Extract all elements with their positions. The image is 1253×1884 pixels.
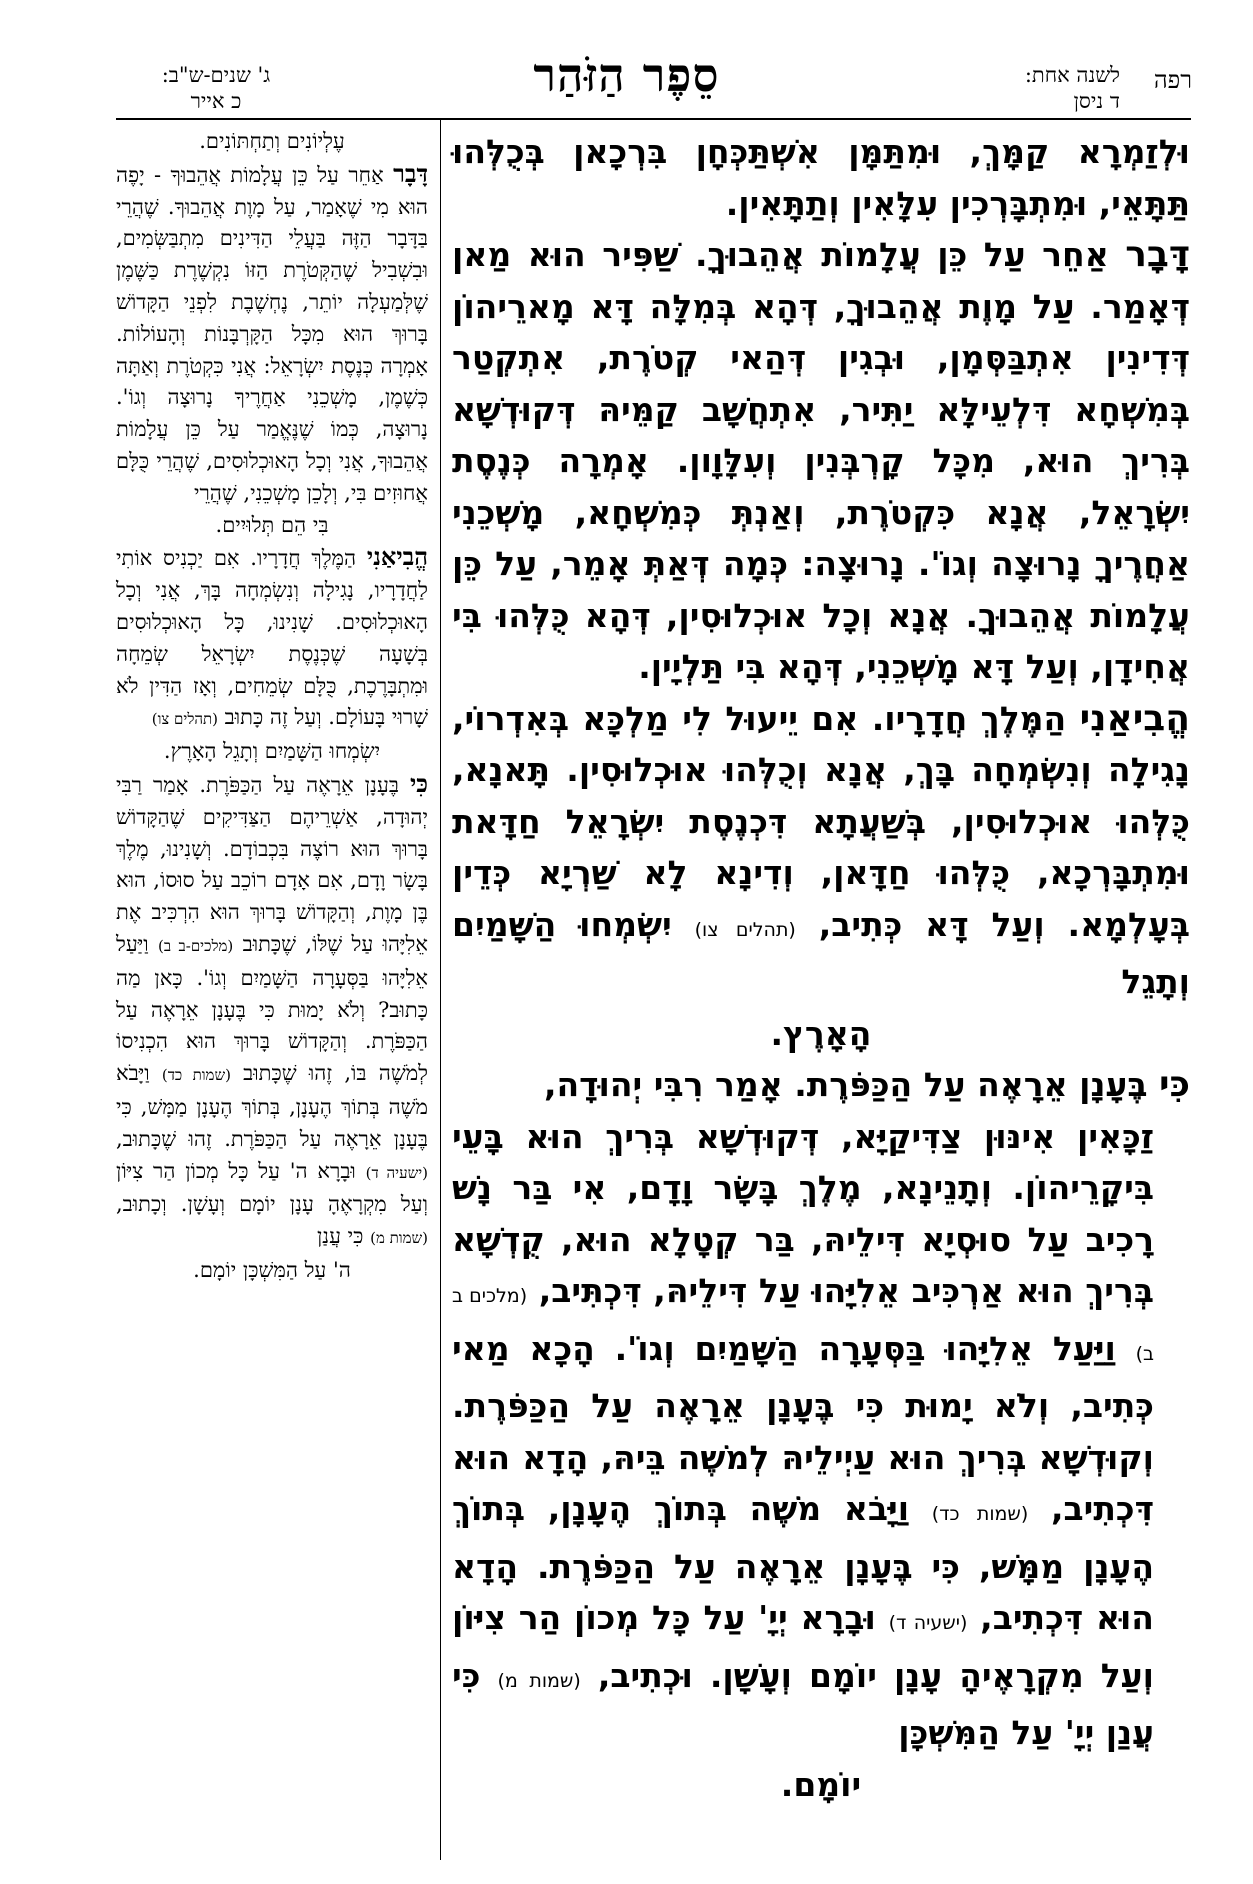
opening-word: הֱבִיאַנִי bbox=[1079, 697, 1190, 739]
side-paragraph bbox=[116, 541, 428, 736]
main-text: זַכָּאִין אִינּוּן צַדִּיקַיָּא, דְּקוּדְשָׁא בְּרִיךְ הוּא בָּעֵי בִּיקָרֵיהוֹן. וְתָנֵינָא, מֶלֶךְ בָּשָׂר וָדָם, אִי בַּר נָשׁ רָכִיב עַל סוּסְיָא דִּילֵיהּ, בַּר קְטָלָא הוּא, קֻדְשָׁא בְּרִיךְ הוּא אַרְכִּיב אֵלִיָּהוּ עַל דִּילֵיהּ, דִּכְתִּיב, bbox=[452, 1116, 1154, 1310]
main-text: וּבָרָא יְיָ' עַל כָּל מְכוֹן הַר צִיּוֹן וְעַל מִקְרָאֶיהָ עָנָן יוֹמָם וְעָשָׁן. וּכְתִיב, bbox=[452, 1598, 1154, 1695]
side-paragraph-end bbox=[116, 1255, 428, 1287]
main-text: וַיָּבֹא מֹשֶׁה בְּתוֹךְ הֶעָנָן, בְּתוֹךְ הֶעָנָן מַמָּשׁ, כִּי בֶּעָנָן אֵרָאֶה עַל הַכַּפֹּרֶת. הָדָא הוּא דִּכְתִיב, bbox=[452, 1489, 1154, 1637]
main-text: אַחֵר עַל כֵּן עֲלָמוֹת אֲהֵבוּךָ. שַׁפִּיר הוּא מַאן דְּאָמַר. עַל מָוֶת אֲהֵבוּךָ, דְּהָא בְּמִלָּה דָּא מָארֵיהוֹן דְּדִינִין אִתְבַּסְּמָן, וּבְגִין דְּהַאי קְטֹרֶת, אִתְקְטַר בְּמִשְׁחָא דִּלְעֵילָּא יַתִּיר, אִתְחֲשָׁב קַמֵּיהּ דְּקוּדְשָׁא בְּרִיךְ הוּא, מִכָּל קָרְבְּנִין וְעִלָּוָון. אָמְרָה כְּנֶסֶת יִשְׂרָאֵל, אֲנָא כִּקְטֹרֶת, וְאַנְתְּ כְּמִשְׁחָא, מָשְׁכֵנִי אַחֲרֶיךָ נָרוּצָה וְגוֹ'. נָרוּצָה: כְּמָה דְּאַתְּ אָמֵר, עַל כֵּן עֲלָמוֹת אֲהֵבוּךָ. אֲנָא וְכָל אוּכְלוּסִין, דְּהָא כֻּלְּהוּ בִּי אֲחִידָן, וְעַל דָּא מָשְׁכֵנִי, דְּהָא בִּי תַּלְיָין. bbox=[452, 235, 1190, 686]
verse-quote: יִשְׂמְחוּ הַשָּׁמַיִם וְתָגֵל bbox=[452, 904, 1190, 1001]
side-text: בִּי הֵם תְּלוּיִים. bbox=[215, 512, 329, 537]
main-text: בֶּעָנָן אֵרָאֶה עַל הַכַּפֹּרֶת. אָמַר רִבִּי יְהוּדָה, bbox=[543, 1065, 1159, 1104]
side-paragraph-end bbox=[116, 736, 428, 768]
main-text: וּלְזַמְרָא קַמָּךְ, וּמִתַּמָּן אִשְׁתַּכְּחָן בִּרְכָאן בְּכֻלְּהוּ תַּתָּאֵי, וּמִתְבָּרְכִין עִלָּאִין וְתַתָּאִין. bbox=[452, 132, 1190, 223]
verse-reference: (תהלים צו) bbox=[694, 918, 796, 941]
header-left-info bbox=[116, 62, 316, 114]
side-text: בֶּעָנָן אֵרָאֶה עַל הַכַּפֹּרֶת. אָמַר רַבִּי יְהוּדָה, אַשְׁרֵיהֶם הַצַּדִּיקִים שֶׁהַקָּדוֹשׁ בָּרוּךְ הוּא רוֹצֶה בִּכְבוֹדָם. וְשָׁנִינוּ, מֶלֶךְ בָּשָׂר וָדָם, אִם אָדָם רוֹכֵב עַל סוּסוֹ, הוּא בֶּן מָוֶת, וְהַקָּדוֹשׁ בָּרוּךְ הוּא הִרְכִּיב אֶת אֵלִיָּהוּ עַל שֶׁלּוֹ, שֶׁכָּתוּב bbox=[116, 772, 428, 956]
verse-reference: (שמות כד) bbox=[931, 1503, 1029, 1525]
main-text: הַמֶּלֶךְ חֲדָרָיו. אִם יֵיעוּל לִי מַלְכָּא בְּאִדְרוֹי, נָגִילָה וְנִשְׂמְחָה בָּךְ, אֲנָא וְכֻלְּהוּ אוּכְלוּסִין. תָּאנָא, כֻּלְּהוּ אוּכְלוּסִין, בְּשַׁעֲתָא דִּכְנֶסֶת יִשְׂרָאֵל חַדָּאת וּמִתְבָּרְכָא, כֻּלְּהוּ חַדָּאן, וְדִינָא לָא שַׁרְיָא כְּדֵין בְּעָלְמָא. וְעַל דָּא כְּתִיב, bbox=[452, 698, 1191, 944]
opening-word: דָּבָר bbox=[393, 158, 428, 188]
study-date: ד ניסן bbox=[1073, 89, 1120, 113]
header-rule bbox=[116, 118, 1191, 120]
verse-reference: (ישעיה ד) bbox=[365, 1163, 428, 1182]
translation-column bbox=[116, 126, 428, 1287]
side-text: הַמֶּלֶךְ חֲדָרָיו. אִם יַכְנִיס אוֹתִי לַחֲדָרָיו, נָגִילָה וְנִשְׂמְחָה בָּךְ, אֲנִי וְכָל הָאוּכְלוּסִים. שָׁנִינוּ, כָּל הָאוּכְלוּסִים בְּשָׁעָה שֶׁכְּנֶסֶת יִשְׂרָאֵל שְׂמֵחָה וּמִתְבָּרֶכֶת, כֻּלָּם שְׂמֵחִים, וְאָז הַדִּין לֹא שָׁרוּי בָּעוֹלָם. וְעַל זֶה כָּתוּב bbox=[116, 546, 428, 730]
schedule-label-left: ג' שנים-ש"ב: bbox=[161, 63, 271, 87]
main-paragraph bbox=[452, 693, 1190, 1008]
main-paragraph-end bbox=[452, 1759, 1190, 1811]
page-number: רפה bbox=[1153, 66, 1192, 94]
date-left: כ אייר bbox=[190, 89, 242, 113]
verse-reference: (שמות כד) bbox=[161, 1066, 231, 1085]
opening-word: דָּבָר bbox=[1125, 234, 1190, 275]
opening-word: כִּי bbox=[409, 768, 428, 798]
opening-word: הֱבִיאַנִי bbox=[366, 542, 428, 572]
side-text: כִּי עֲנַן bbox=[316, 1224, 371, 1249]
verse-reference: (שמות מ) bbox=[370, 1229, 428, 1248]
page-header bbox=[0, 0, 1253, 113]
main-paragraph bbox=[452, 126, 1190, 229]
side-paragraph-end bbox=[116, 510, 428, 542]
verse-reference: (שמות מ) bbox=[497, 1669, 581, 1692]
opening-word: כִּי bbox=[1159, 1064, 1190, 1105]
side-text: וּבָרָא ה' עַל כָּל מְכוֹן הַר צִיּוֹן וְעַל מִקְרָאֶהָ עָנָן יוֹמָם וְעָשָׁן. וְכָתוּב, bbox=[116, 1158, 428, 1217]
main-paragraph bbox=[452, 1059, 1190, 1111]
page-title: סֵפֶר הַזֹּהַר bbox=[533, 48, 720, 102]
main-text: יוֹמָם. bbox=[780, 1764, 862, 1804]
side-text: וַיַּעַל אֵלִיָּהוּ בַּסְּעָרָה הַשָּׁמַיִם וְגוֹ'. כָּאן מַה כָּתוּב? וְלֹא יָמוּת כִּי בֶּעָנָן אֵרָאֶה עַל הַכַּפֹּרֶת. וְהַקָּדוֹשׁ בָּרוּךְ הוּא הִכְנִיסוֹ לְמֹשֶׁה בּוֹ, זֶהוּ שֶׁכָּתוּב bbox=[116, 931, 429, 1086]
study-schedule-label: לשנה אחת: bbox=[1024, 63, 1120, 87]
main-paragraph bbox=[452, 229, 1190, 693]
column-divider bbox=[440, 120, 441, 1860]
side-paragraph bbox=[116, 126, 428, 158]
side-paragraph bbox=[116, 158, 428, 510]
main-paragraph-end bbox=[452, 1008, 1190, 1060]
side-text: וַיָּבֹא מֹשֶׁה בְּתוֹךְ הֶעָנָן, בְּתוֹךְ הֶעָנָן מַמָּשׁ, כִּי בֶּעָנָן אֵרָאֶה עַל הַכַּפֹּרֶת. זֶהוּ שֶׁכָּתוּב, bbox=[116, 1061, 428, 1151]
side-text: אַחֵר עַל כֵּן עֲלָמוֹת אֲהֵבוּךָ - יָפֶה הוּא מִי שֶׁאָמַר, עַל מָוֶת אֲהֵבוּךָ. שֶׁהֲרֵי בַּדָּבָר הַזֶּה בַּעֲלֵי הַדִּינִים מִתְבַּשְּׂמִים, וּבִשְׁבִיל שֶׁהַקְּטֹרֶת הַזּוֹ נִקְשֶׁרֶת כַּשֶּׁמֶן שֶׁלְּמַעְלָה יוֹתֵר, נֶחְשֶׁבֶת לִפְנֵי הַקָּדוֹשׁ בָּרוּךְ הוּא מִכָּל הַקָּרְבָּנוֹת וְהָעוֹלוֹת. אָמְרָה כְּנֶסֶת יִשְׂרָאֵל: אֲנִי כִּקְטֹרֶת וְאַתָּה כְּשֶׁמֶן, מָשְׁכֵנִי אַחֲרֶיךָ נָרוּצָה וְגוֹ'. נָרוּצָה, כְּמוֹ שֶׁנֶּאֱמַר עַל כֵּן עֲלָמוֹת אֲהֵבוּךָ, אֲנִי וְכָל הָאוּכְלוּסִים, שֶׁהֲרֵי כֻּלָּם אֲחוּזִים בִּי, וְלָכֵן מָשְׁכֵנִי, שֶׁהֲרֵי bbox=[116, 162, 428, 505]
side-paragraph bbox=[116, 768, 428, 1255]
main-text: כִּי עֲנַן יְיָ' עַל הַמִּשְׁכָּן bbox=[452, 1655, 1154, 1752]
side-text: יִשְׂמְחוּ הַשָּׁמַיִם וְתָגֵל הָאָרֶץ. bbox=[163, 739, 381, 764]
verse-reference: (תהלים צו) bbox=[151, 710, 218, 729]
verse-reference: (ישעיה ד) bbox=[888, 1612, 968, 1634]
main-text-column bbox=[452, 126, 1190, 1810]
verse-reference: (מלכים ב ב) bbox=[452, 1285, 1154, 1365]
main-paragraph bbox=[452, 1111, 1190, 1759]
main-text: הָאָרֶץ. bbox=[770, 1013, 872, 1053]
verse-reference: (מלכים-ב ב) bbox=[157, 936, 234, 955]
side-text: עֶלְיוֹנִים וְתַחְתּוֹנִים. bbox=[199, 129, 345, 153]
main-text: וַיַּעַל אֵלִיָּהוּ בַּסְּעָרָה הַשָּׁמַיִם וְגוֹ'. הָכָא מַאי כְּתִיב, וְלֹא יָמוּת כִּי בֶּעָנָן אֵרָאֶה עַל הַכַּפֹּרֶת. וְקוּדְשָׁא בְּרִיךְ הוּא עַיְילֵיהּ לְמֹשֶׁה בֵּיהּ, הָדָא הוּא דִּכְתִיב, bbox=[452, 1328, 1154, 1528]
side-text: ה' עַל הַמִּשְׁכָּן יוֹמָם. bbox=[193, 1257, 351, 1282]
